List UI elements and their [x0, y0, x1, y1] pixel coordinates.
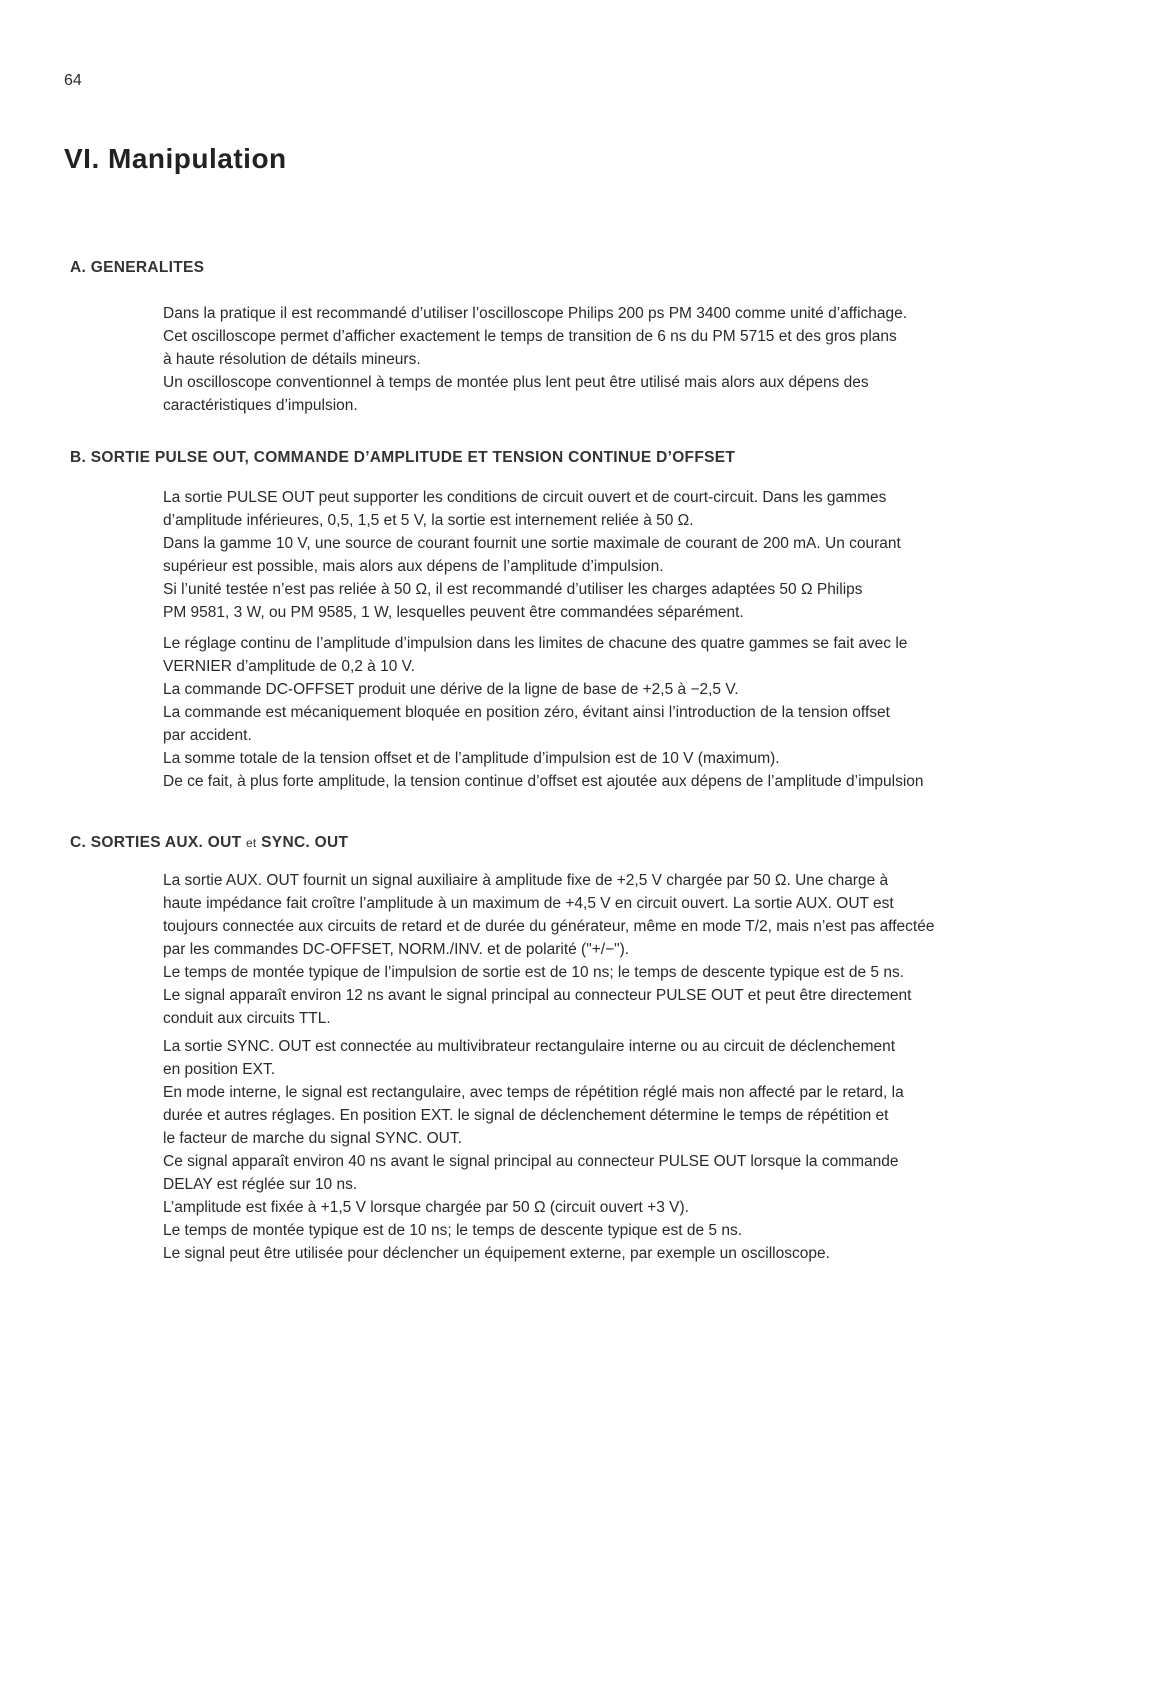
text-line: en position EXT.	[163, 1061, 276, 1078]
text-line: Le signal peut être utilisée pour déclencher un équipement externe, par exemple un oscilloscope.	[163, 1245, 830, 1262]
text-line: En mode interne, le signal est rectangulaire, avec temps de répétition réglé mais non affecté par le retard, la	[163, 1084, 904, 1101]
text-line: Cet oscilloscope permet d’afficher exactement le temps de transition de 6 ns du PM 5715 et des gros plans	[163, 328, 897, 345]
text-line: La sortie SYNC. OUT est connectée au multivibrateur rectangulaire interne ou au circuit de déclenchement	[163, 1038, 896, 1055]
section-heading-a: A. GENERALITES	[70, 259, 205, 276]
text-line: d’amplitude inférieures, 0,5, 1,5 et 5 V, la sortie est internement reliée à 50 Ω.	[163, 512, 694, 529]
text-line: Ce signal apparaît environ 40 ns avant le signal principal au connecteur PULSE OUT lorsque la commande	[163, 1153, 899, 1170]
paragraph	[163, 632, 924, 793]
text-line: PM 9581, 3 W, ou PM 9585, 1 W, lesquelles peuvent être commandées séparément.	[163, 604, 744, 621]
text-line: De ce fait, à plus forte amplitude, la tension continue d’offset est ajoutée aux dépens de l’amplitude d’impulsion	[163, 773, 924, 790]
page-title: VI. Manipulation	[64, 143, 287, 174]
text-line: Le temps de montée typique est de 10 ns; le temps de descente typique est de 5 ns.	[163, 1222, 743, 1239]
text-line: Si l’unité testée n’est pas reliée à 50 Ω, il est recommandé d’utiliser les charges adaptées 50 Ω Philips	[163, 581, 863, 598]
text-line: par les commandes DC-OFFSET, NORM./INV. et de polarité ("+/−").	[163, 941, 630, 958]
text-line: durée et autres réglages. En position EXT. le signal de déclenchement détermine le temps de répétition et	[163, 1107, 889, 1124]
text-line: le facteur de marche du signal SYNC. OUT.	[163, 1130, 462, 1147]
text-line: haute impédance fait croître l’amplitude à un maximum de +4,5 V en circuit ouvert. La sortie AUX. OUT est	[163, 895, 894, 912]
text-line: La commande DC-OFFSET produit une dérive de la ligne de base de +2,5 à −2,5 V.	[163, 681, 739, 698]
text-line: caractéristiques d’impulsion.	[163, 397, 358, 414]
paragraph	[163, 869, 934, 1030]
paragraph	[163, 1035, 904, 1265]
text-line: Dans la gamme 10 V, une source de courant fournit une sortie maximale de courant de 200 mA. Un courant	[163, 535, 901, 552]
heading-part: SYNC. OUT	[261, 834, 349, 851]
section-heading-c	[70, 834, 348, 852]
text-line: Dans la pratique il est recommandé d’utiliser l’oscilloscope Philips 200 ps PM 3400 comme unité d’affichage.	[163, 305, 908, 322]
page-number: 64	[64, 72, 82, 89]
text-line: La somme totale de la tension offset et de l’amplitude d’impulsion est de 10 V (maximum).	[163, 750, 780, 767]
text-line: Le signal apparaît environ 12 ns avant le signal principal au connecteur PULSE OUT et peut être directement	[163, 987, 912, 1004]
text-line: Un oscilloscope conventionnel à temps de montée plus lent peut être utilisé mais alors aux dépens des	[163, 374, 869, 391]
text-line: DELAY est réglée sur 10 ns.	[163, 1176, 358, 1193]
text-line: par accident.	[163, 727, 252, 744]
heading-part: et	[245, 836, 257, 850]
text-line: Le réglage continu de l’amplitude d’impulsion dans les limites de chacune des quatre gammes se fait avec le	[163, 635, 908, 652]
paragraph	[163, 302, 907, 417]
text-line: à haute résolution de détails mineurs.	[163, 351, 421, 368]
text-line: conduit aux circuits TTL.	[163, 1010, 331, 1027]
heading-part: C. SORTIES AUX. OUT	[70, 834, 242, 851]
text-line: VERNIER d’amplitude de 0,2 à 10 V.	[163, 658, 415, 675]
text-line: supérieur est possible, mais alors aux dépens de l’amplitude d’impulsion.	[163, 558, 664, 575]
text-line: L’amplitude est fixée à +1,5 V lorsque chargée par 50 Ω (circuit ouvert +3 V).	[163, 1199, 689, 1216]
text-line: Le temps de montée typique de l’impulsion de sortie est de 10 ns; le temps de descente typique est de 5 ns.	[163, 964, 905, 981]
text-line: La commande est mécaniquement bloquée en position zéro, évitant ainsi l’introduction de la tension offset	[163, 704, 890, 721]
section-heading-b: B. SORTIE PULSE OUT, COMMANDE D’AMPLITUDE ET TENSION CONTINUE D’OFFSET	[70, 449, 736, 466]
text-line: La sortie AUX. OUT fournit un signal auxiliaire à amplitude fixe de +2,5 V chargée par 50 Ω. Une charge à	[163, 872, 889, 889]
paragraph	[163, 486, 901, 624]
text-line: toujours connectée aux circuits de retard et de durée du générateur, même en mode T/2, mais n’est pas affectée	[163, 918, 935, 935]
text-line: La sortie PULSE OUT peut supporter les conditions de circuit ouvert et de court-circuit. Dans les gammes	[163, 489, 887, 506]
